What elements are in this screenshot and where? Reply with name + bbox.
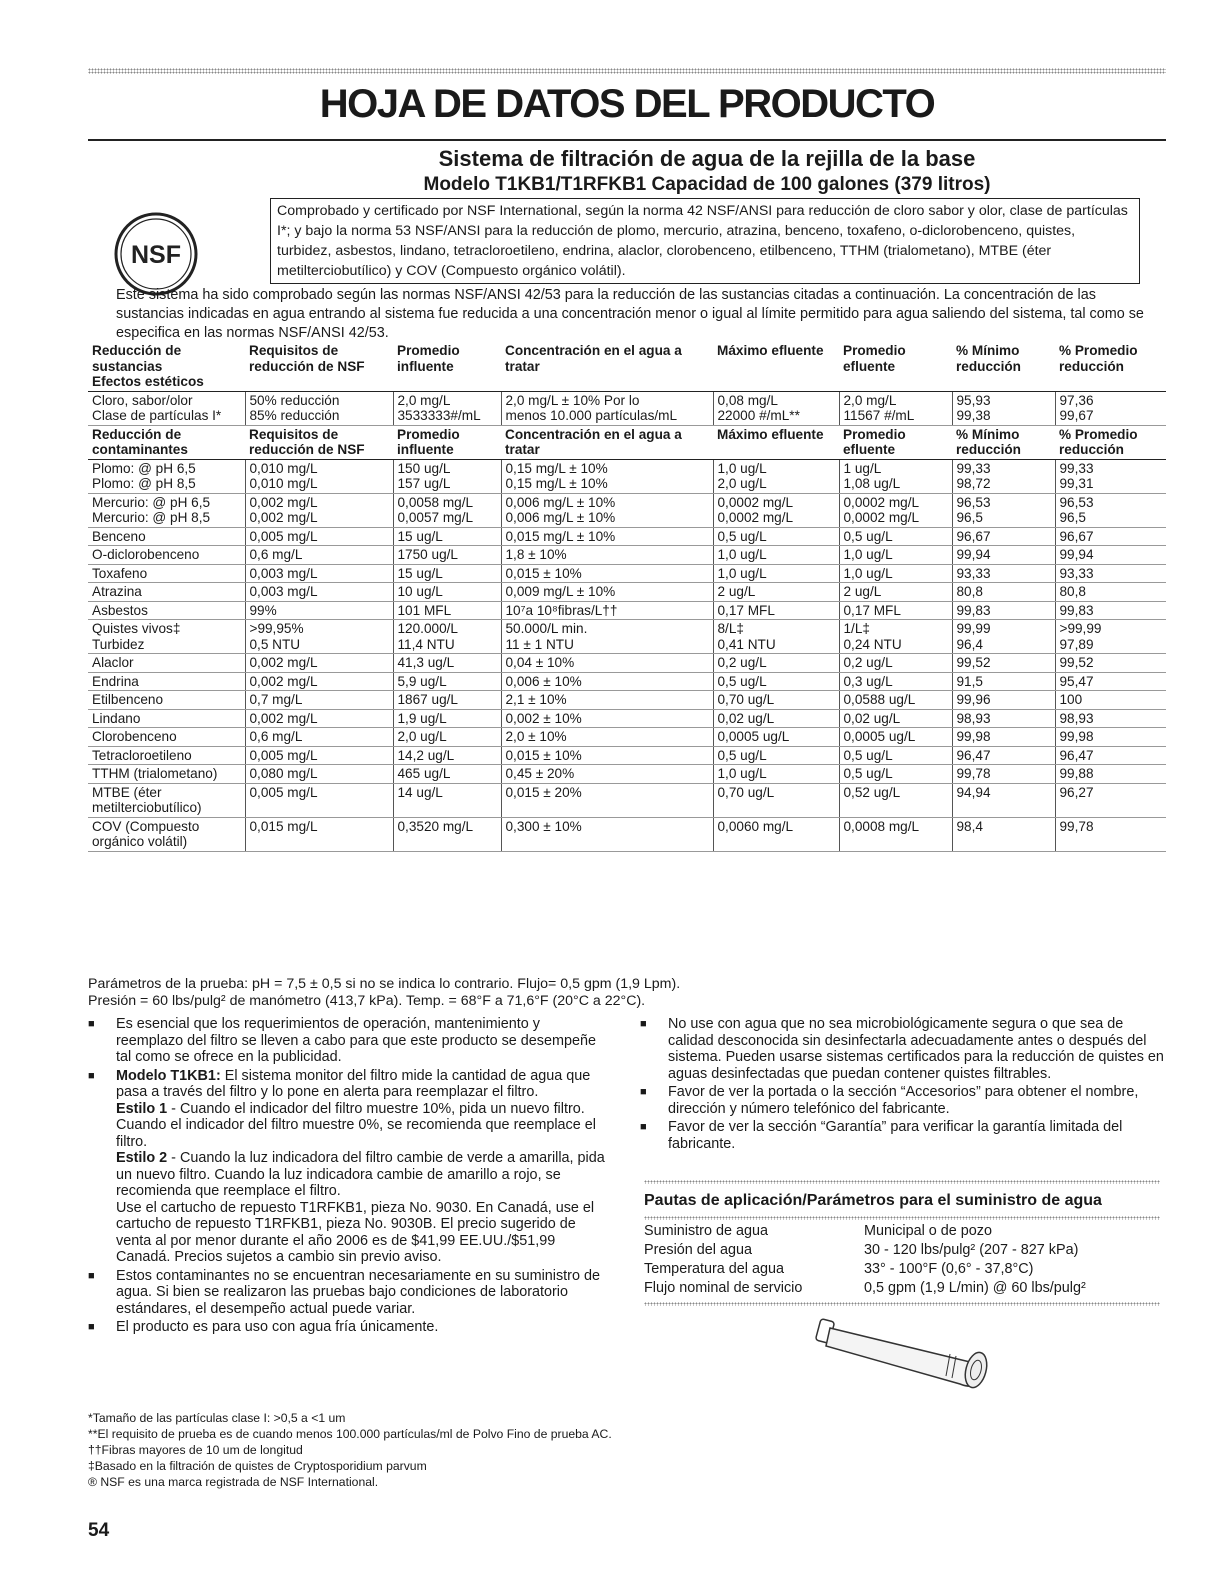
table-cell: 98,93 bbox=[1055, 709, 1166, 728]
table-cell: 1 ug/L 1,08 ug/L bbox=[839, 459, 952, 493]
footnote: ® NSF es una marca registrada de NSF International. bbox=[88, 1475, 379, 1489]
table-cell: 0,04 ± 10% bbox=[501, 654, 713, 673]
table-cell: Benceno bbox=[88, 527, 245, 546]
column-header: % Mínimo reducción bbox=[952, 425, 1055, 459]
table-cell: 99,94 bbox=[1055, 546, 1166, 565]
table-cell: 99,94 bbox=[952, 546, 1055, 565]
table-cell: 99,33 98,72 bbox=[952, 459, 1055, 493]
table-cell: 1,8 ± 10% bbox=[501, 546, 713, 565]
spec-row: Presión del agua 30 - 120 lbs/pulg² (207 - 827 kPa) bbox=[644, 1242, 1079, 1258]
table-row bbox=[88, 601, 1166, 620]
table-cell: 10⁷a 10⁸fibras/L†† bbox=[501, 601, 713, 620]
table-cell: 10 ug/L bbox=[393, 583, 501, 602]
footnote: ††Fibras mayores de 10 um de longitud bbox=[88, 1443, 303, 1457]
spec-table bbox=[644, 1222, 1160, 1298]
table-cell: 99,78 bbox=[952, 765, 1055, 784]
table-cell: 98,4 bbox=[952, 817, 1055, 851]
table-cell: 95,47 bbox=[1055, 672, 1166, 691]
table-row bbox=[88, 672, 1166, 691]
table-row bbox=[88, 620, 1166, 654]
table-row bbox=[88, 391, 1166, 425]
column-header: Concentración en el agua a tratar bbox=[501, 425, 713, 459]
nsf-logo-text: NSF bbox=[131, 241, 181, 269]
table-cell: 2,0 ug/L bbox=[393, 728, 501, 747]
table-cell: 0,6 mg/L bbox=[245, 546, 393, 565]
left-column bbox=[88, 1016, 608, 1338]
table-cell: Clorobenceno bbox=[88, 728, 245, 747]
table-cell: MTBE (éter metilterciobutílico) bbox=[88, 783, 245, 817]
table-cell: Asbestos bbox=[88, 601, 245, 620]
table-cell: 96,47 bbox=[952, 746, 1055, 765]
table-cell: 0,006 ± 10% bbox=[501, 672, 713, 691]
table-cell: 0,002 ± 10% bbox=[501, 709, 713, 728]
table-cell: 0,005 mg/L bbox=[245, 527, 393, 546]
page-title: HOJA DE DATOS DEL PRODUCTO bbox=[319, 82, 935, 126]
table-cell: 15 ug/L bbox=[393, 564, 501, 583]
column-header: Concentración en el agua a tratar bbox=[501, 342, 713, 391]
footnotes bbox=[88, 1410, 1166, 1490]
table-cell: >99,99 97,89 bbox=[1055, 620, 1166, 654]
table-cell: 1,0 ug/L bbox=[713, 546, 839, 565]
table-cell: 99,52 bbox=[1055, 654, 1166, 673]
footnote: **El requisito de prueba es de cuando menos 100.000 partículas/ml de Polvo Fino de prueba AC. bbox=[88, 1427, 612, 1441]
table-cell: 100 bbox=[1055, 691, 1166, 710]
table-cell: 0,0005 ug/L bbox=[713, 728, 839, 747]
table-cell: O-diclorobenceno bbox=[88, 546, 245, 565]
table-cell: 0,003 mg/L bbox=[245, 583, 393, 602]
table-cell: 0,0060 mg/L bbox=[713, 817, 839, 851]
page-number: 54 bbox=[88, 1520, 110, 1541]
table-cell: 0,0002 mg/L 0,0002 mg/L bbox=[713, 493, 839, 527]
column-header: Promedio influente bbox=[393, 342, 501, 391]
table-cell: 0,0002 mg/L 0,0002 mg/L bbox=[839, 493, 952, 527]
bullet-requirements: ■ Es esencial que los requerimientos de operación, mantenimiento y reemplazo del filtro se lleven a cabo para que este producto se desempeñe tal como se ofrece en la publicidad. bbox=[88, 1016, 608, 1066]
table-row bbox=[88, 546, 1166, 565]
table-cell: Mercurio: @ pH 6,5 Mercurio: @ pH 8,5 bbox=[88, 493, 245, 527]
table-cell: 8/L‡ 0,41 NTU bbox=[713, 620, 839, 654]
table-row bbox=[88, 654, 1166, 673]
column-header: % Promedio reducción bbox=[1055, 342, 1166, 391]
column-header: Requisitos de reducción de NSF bbox=[245, 425, 393, 459]
table-cell: 5,9 ug/L bbox=[393, 672, 501, 691]
table-cell: 0,5 ug/L bbox=[839, 765, 952, 784]
table-cell: Lindano bbox=[88, 709, 245, 728]
table-cell: Cloro, sabor/olor Clase de partículas I* bbox=[88, 391, 245, 425]
table-cell: 0,015 mg/L bbox=[245, 817, 393, 851]
table-cell: 0,005 mg/L bbox=[245, 783, 393, 817]
bullet-cold-water: ■ El producto es para uso con agua fría únicamente. bbox=[88, 1319, 608, 1336]
table-cell: 0,08 mg/L 22000 #/mL** bbox=[713, 391, 839, 425]
table-cell: 0,002 mg/L 0,002 mg/L bbox=[245, 493, 393, 527]
table-cell: 1,0 ug/L bbox=[839, 564, 952, 583]
table-cell: 99% bbox=[245, 601, 393, 620]
bullet-model: ■ Modelo T1KB1: El sistema monitor del filtro mide la cantidad de agua que pasa a través del filtro y lo pone en alerta para reemplazar el filtro. Estilo 1 - Cuando el indicador del filtro muestre 10%, pida un nuevo filtro. Cuando el indicador del filtro muestre 0%, se recomienda que reemplace el filtro. Estilo 2 - Cuando la luz indicadora del filtro cambie de verde a amarilla, pida un nuevo filtro. Cuando la luz indicadora cambie de amarillo a rojo, se recomienda que reemplace el filtro. Use el cartucho de repuesto T1RFKB1, pieza No. 9030. En Canadá, use el cartucho de repuesto T1RFKB1, pieza No. 9030B. El precio sugerido de venta al por menor durante el año 2006 es de $41,99 EE.UU./$51,99 Canadá. Precios sujetos a cambio sin previo aviso. bbox=[88, 1068, 608, 1266]
spec-row: Flujo nominal de servicio 0,5 gpm (1,9 L/min) @ 60 lbs/pulg² bbox=[644, 1280, 1086, 1296]
spec-row: Temperatura del agua 33° - 100°F (0,6° - 37,8°C) bbox=[644, 1261, 1034, 1277]
table-cell: 0,015 ± 10% bbox=[501, 746, 713, 765]
table-cell: 0,5 ug/L bbox=[713, 746, 839, 765]
column-header: Requisitos de reducción de NSF bbox=[245, 342, 393, 391]
footnote: *Tamaño de las partículas clase I: >0,5 a <1 um bbox=[88, 1411, 346, 1425]
table-cell: 465 ug/L bbox=[393, 765, 501, 784]
dotted-rule-spec-bottom bbox=[644, 1302, 1160, 1306]
table-row bbox=[88, 783, 1166, 817]
table-cell: 50.000/L min. 11 ± 1 NTU bbox=[501, 620, 713, 654]
table-row bbox=[88, 527, 1166, 546]
table-cell: 99,33 99,31 bbox=[1055, 459, 1166, 493]
column-header: Máximo efluente bbox=[713, 425, 839, 459]
table-cell: 15 ug/L bbox=[393, 527, 501, 546]
table-cell: 0,5 ug/L bbox=[713, 527, 839, 546]
table-cell: 0,002 mg/L bbox=[245, 672, 393, 691]
table-cell: 0,5 ug/L bbox=[713, 672, 839, 691]
table-cell: 0,2 ug/L bbox=[839, 654, 952, 673]
table-row bbox=[88, 583, 1166, 602]
table-cell: 99,52 bbox=[952, 654, 1055, 673]
table-cell: 96,27 bbox=[1055, 783, 1166, 817]
table-row bbox=[88, 459, 1166, 493]
table-cell: 50% reducción 85% reducción bbox=[245, 391, 393, 425]
table-cell: 93,33 bbox=[1055, 564, 1166, 583]
table-cell: Plomo: @ pH 6,5 Plomo: @ pH 8,5 bbox=[88, 459, 245, 493]
table-cell: 0,6 mg/L bbox=[245, 728, 393, 747]
table-cell: 150 ug/L 157 ug/L bbox=[393, 459, 501, 493]
table-cell: 120.000/L 11,4 NTU bbox=[393, 620, 501, 654]
table-cell: 0,015 mg/L ± 10% bbox=[501, 527, 713, 546]
table-cell: 96,53 96,5 bbox=[1055, 493, 1166, 527]
intro-paragraph: Este sistema ha sido comprobado según las normas NSF/ANSI 42/53 para la reducción de las sustancias citadas a continuación. La concentración de las sustancias indicadas en agua entrando al sistema fue reducida a una concentración menor o igual al límite permitido para agua saliendo del sistema, tal como se especifica en las normas NSF/ANSI 42/53. bbox=[116, 287, 1144, 341]
table-cell: 0,17 MFL bbox=[713, 601, 839, 620]
table-cell: 41,3 ug/L bbox=[393, 654, 501, 673]
table-cell: 0,7 mg/L bbox=[245, 691, 393, 710]
table-row bbox=[88, 765, 1166, 784]
table-cell: 2,0 mg/L ± 10% Por lo menos 10.000 partículas/mL bbox=[501, 391, 713, 425]
table-cell: 95,93 99,38 bbox=[952, 391, 1055, 425]
table-cell: Tetracloroetileno bbox=[88, 746, 245, 765]
table-cell: 80,8 bbox=[952, 583, 1055, 602]
bullet-warranty: ■ Favor de ver la sección “Garantía” para verificar la garantía limitada del fabricante. bbox=[640, 1119, 1166, 1152]
footnote: ‡Basado en la filtración de quistes de Cryptosporidium parvum bbox=[88, 1459, 427, 1473]
table-cell: TTHM (trialometano) bbox=[88, 765, 245, 784]
table-cell: 1,0 ug/L bbox=[839, 546, 952, 565]
table-cell: 0,15 mg/L ± 10% 0,15 mg/L ± 10% bbox=[501, 459, 713, 493]
table-row bbox=[88, 691, 1166, 710]
table-cell: 94,94 bbox=[952, 783, 1055, 817]
table-cell: 0,17 MFL bbox=[839, 601, 952, 620]
table-header-row bbox=[88, 342, 1166, 391]
table-cell: Etilbenceno bbox=[88, 691, 245, 710]
section-label: Efectos estéticos bbox=[92, 374, 204, 389]
table-cell: 0,003 mg/L bbox=[245, 564, 393, 583]
dotted-rule-top bbox=[88, 68, 1166, 74]
table-cell: 0,52 ug/L bbox=[839, 783, 952, 817]
column-header: % Mínimo reducción bbox=[952, 342, 1055, 391]
table-cell: 0,015 ± 20% bbox=[501, 783, 713, 817]
table-cell: 99,98 bbox=[952, 728, 1055, 747]
subtitle: Sistema de filtración de agua de la rejilla de la base bbox=[438, 146, 976, 171]
table-cell: 0,3520 mg/L bbox=[393, 817, 501, 851]
table-cell: 1,9 ug/L bbox=[393, 709, 501, 728]
table-cell: 2,0 ± 10% bbox=[501, 728, 713, 747]
table-row bbox=[88, 709, 1166, 728]
table-cell: 1,0 ug/L bbox=[713, 564, 839, 583]
performance-table bbox=[88, 342, 1166, 852]
table-cell: 14 ug/L bbox=[393, 783, 501, 817]
table-header-row bbox=[88, 425, 1166, 459]
table-cell: 0,006 mg/L ± 10% 0,006 mg/L ± 10% bbox=[501, 493, 713, 527]
bullet-contaminants: ■ Estos contaminantes no se encuentran necesariamente en su suministro de agua. Si bien se realizaron las pruebas bajo condiciones de laboratorio estándares, el desempeño actual puede variar. bbox=[88, 1268, 608, 1318]
table-cell: 0,009 mg/L ± 10% bbox=[501, 583, 713, 602]
table-cell: 99,96 bbox=[952, 691, 1055, 710]
table-cell: 0,5 ug/L bbox=[839, 746, 952, 765]
table-cell: 2,0 mg/L 11567 #/mL bbox=[839, 391, 952, 425]
table-cell: 0,080 mg/L bbox=[245, 765, 393, 784]
table-cell: 1,0 ug/L bbox=[713, 765, 839, 784]
spec-row: Suministro de agua Municipal o de pozo bbox=[644, 1223, 992, 1239]
table-cell: 96,67 bbox=[952, 527, 1055, 546]
table-cell: 2 ug/L bbox=[839, 583, 952, 602]
column-header: Reducción de contaminantes bbox=[88, 425, 245, 459]
table-cell: 99,99 96,4 bbox=[952, 620, 1055, 654]
right-column bbox=[640, 1016, 1166, 1154]
table-cell: 1,0 ug/L 2,0 ug/L bbox=[713, 459, 839, 493]
table-cell: Quistes vivos‡ Turbidez bbox=[88, 620, 245, 654]
nsf-logo-icon bbox=[112, 210, 200, 298]
table-cell: 98,93 bbox=[952, 709, 1055, 728]
bullet-water-safety: ■ No use con agua que no sea microbiológicamente segura o que sea de calidad desconocida sin desinfectarla adecuadamente antes o después del sistema. Pueden usarse sistemas certificados para la reducción de quistes en aguas desinfectadas que puedan contener quistes filtrables. bbox=[640, 1016, 1166, 1082]
table-cell: 96,53 96,5 bbox=[952, 493, 1055, 527]
table-cell: 0,0058 mg/L 0,0057 mg/L bbox=[393, 493, 501, 527]
column-header: Reducción de sustancias Efectos estéticos bbox=[88, 342, 245, 391]
dotted-rule-spec-mid bbox=[644, 1216, 1160, 1220]
table-cell: 14,2 ug/L bbox=[393, 746, 501, 765]
table-cell: 2 ug/L bbox=[713, 583, 839, 602]
model-capacity: Modelo T1KB1/T1RFKB1 Capacidad de 100 galones (379 litros) bbox=[423, 174, 991, 195]
title-rule bbox=[88, 139, 1166, 141]
table-cell: 99,83 bbox=[1055, 601, 1166, 620]
table-cell: 91,5 bbox=[952, 672, 1055, 691]
column-header: % Promedio reducción bbox=[1055, 425, 1166, 459]
table-cell: 0,005 mg/L bbox=[245, 746, 393, 765]
table-cell: Endrina bbox=[88, 672, 245, 691]
table-row bbox=[88, 728, 1166, 747]
table-cell: 0,0588 ug/L bbox=[839, 691, 952, 710]
table-row bbox=[88, 746, 1166, 765]
table-cell: 0,02 ug/L bbox=[839, 709, 952, 728]
table-cell: 0,70 ug/L bbox=[713, 783, 839, 817]
table-cell: >99,95% 0,5 NTU bbox=[245, 620, 393, 654]
table-cell: 1867 ug/L bbox=[393, 691, 501, 710]
table-cell: Atrazina bbox=[88, 583, 245, 602]
table-cell: 99,83 bbox=[952, 601, 1055, 620]
table-cell: COV (Compuesto orgánico volátil) bbox=[88, 817, 245, 851]
table-cell: 0,002 mg/L bbox=[245, 709, 393, 728]
column-header: Promedio efluente bbox=[839, 425, 952, 459]
table-cell: 0,3 ug/L bbox=[839, 672, 952, 691]
table-cell: 99,88 bbox=[1055, 765, 1166, 784]
table-cell: 0,0005 ug/L bbox=[839, 728, 952, 747]
table-cell: 0,70 ug/L bbox=[713, 691, 839, 710]
table-cell: Alaclor bbox=[88, 654, 245, 673]
table-cell: 0,015 ± 10% bbox=[501, 564, 713, 583]
table-cell: 96,47 bbox=[1055, 746, 1166, 765]
table-cell: 99,78 bbox=[1055, 817, 1166, 851]
table-row bbox=[88, 564, 1166, 583]
table-cell: 0,2 ug/L bbox=[713, 654, 839, 673]
table-cell: 101 MFL bbox=[393, 601, 501, 620]
dotted-rule-spec-top bbox=[644, 1180, 1160, 1184]
table-cell: 0,0008 mg/L bbox=[839, 817, 952, 851]
table-cell: 1750 ug/L bbox=[393, 546, 501, 565]
table-cell: 2,1 ± 10% bbox=[501, 691, 713, 710]
table-cell: 99,98 bbox=[1055, 728, 1166, 747]
certification-box: Comprobado y certificado por NSF International, según la norma 42 NSF/ANSI para reducción de cloro sabor y olor, clase de partículas I*; y bajo la norma 53 NSF/ANSI para la reducción de plomo, mercurio, atrazina, benceno, toxafeno, o-diclorobenceno, quistes, turbidez, asbestos, lindano, tetracloroetileno, endrina, alaclor, clorobenceno, etilbenceno, TTHM (trialometano), MTBE (éter metilterciobutílico) y COV (Compuesto orgánico volátil). bbox=[270, 198, 1140, 284]
table-cell: 0,010 mg/L 0,010 mg/L bbox=[245, 459, 393, 493]
table-row bbox=[88, 493, 1166, 527]
table-cell: 2,0 mg/L 3533333#/mL bbox=[393, 391, 501, 425]
table-cell: 80,8 bbox=[1055, 583, 1166, 602]
table-cell: 0,5 ug/L bbox=[839, 527, 952, 546]
column-header: Máximo efluente bbox=[713, 342, 839, 391]
bullet-manufacturer: ■ Favor de ver la portada o la sección “Accesorios” para obtener el nombre, dirección y número telefónico del fabricante. bbox=[640, 1084, 1166, 1117]
table-row bbox=[88, 817, 1166, 851]
table-cell: 0,02 ug/L bbox=[713, 709, 839, 728]
table-cell: 96,67 bbox=[1055, 527, 1166, 546]
table-cell: 93,33 bbox=[952, 564, 1055, 583]
table-cell: Toxafeno bbox=[88, 564, 245, 583]
spec-title: Pautas de aplicación/Parámetros para el suministro de agua bbox=[644, 1192, 1102, 1209]
table-cell: 97,36 99,67 bbox=[1055, 391, 1166, 425]
filter-cartridge-image bbox=[800, 1310, 1000, 1390]
table-cell: 1/L‡ 0,24 NTU bbox=[839, 620, 952, 654]
column-header: Promedio influente bbox=[393, 425, 501, 459]
column-header: Promedio efluente bbox=[839, 342, 952, 391]
table-cell: 0,300 ± 10% bbox=[501, 817, 713, 851]
table-cell: 0,002 mg/L bbox=[245, 654, 393, 673]
test-parameters: Parámetros de la prueba: pH = 7,5 ± 0,5 si no se indica lo contrario. Flujo= 0,5 gpm (1,9 Lpm). Presión = 60 lbs/pulg² de manómetro (413,7 kPa). Temp. = 68°F a 71,6°F (20°C a 22°C). bbox=[88, 976, 681, 1009]
table-cell: 0,45 ± 20% bbox=[501, 765, 713, 784]
